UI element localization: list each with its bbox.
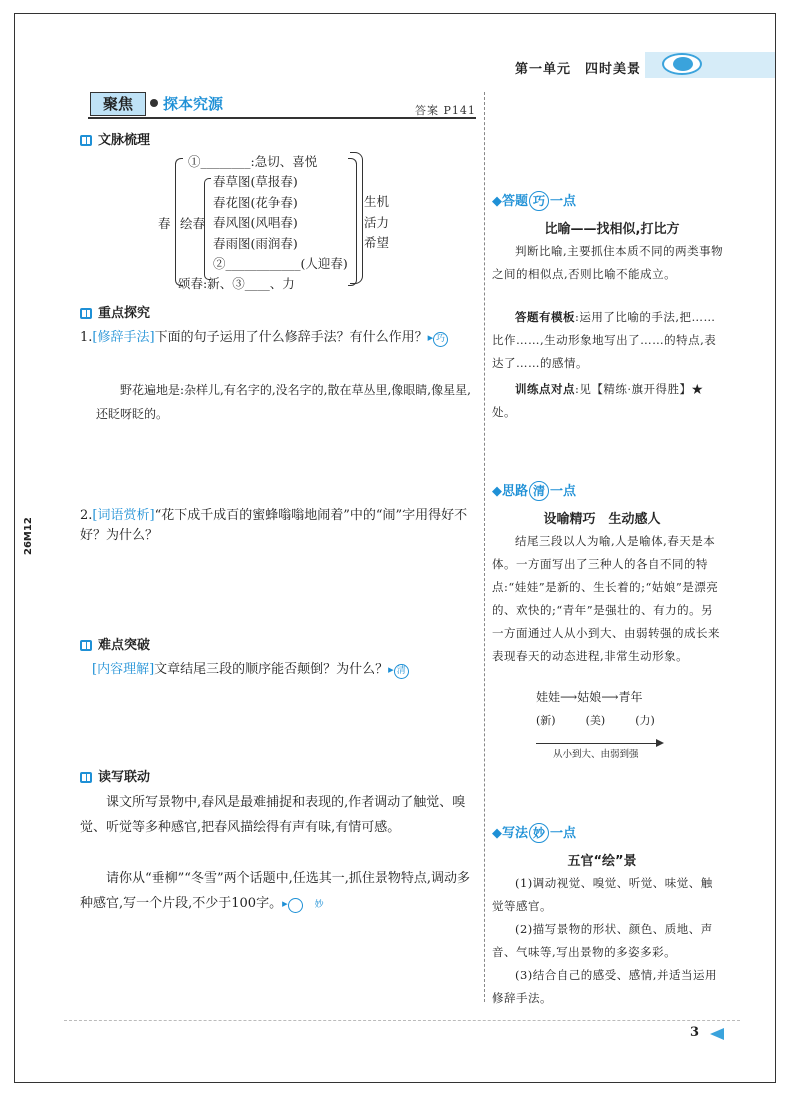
question-text: 下面的句子运用了什么修辞手法？有什么作用？ — [154, 330, 428, 345]
marker-badge: 妙 — [288, 898, 303, 913]
question-2 — [80, 506, 472, 546]
question-tag: [修辞手法] — [92, 330, 155, 345]
paragraph-text: 请你从“垂柳”“冬雪”两个话题中,任选其一,抓住景物特点,调动多种感官,写一个片段,不少于100字。 — [80, 871, 470, 911]
bullet-icon — [150, 99, 158, 107]
play-icon: ▸ — [388, 663, 394, 676]
section-heading-difficult: 难点突破 — [80, 634, 150, 653]
circle-badge: 清 — [529, 481, 549, 501]
footer-rule — [64, 1020, 740, 1021]
play-icon: ▸ — [282, 897, 288, 910]
tip-heading-idea: ◆思路 清 一点 — [492, 480, 576, 501]
tip-title: 设喻精巧 生动感人 — [543, 512, 661, 527]
book-icon — [80, 308, 92, 319]
tip-heading-answer: ◆答题 巧 一点 — [492, 190, 576, 211]
flow-item: 姑娘 — [577, 690, 602, 704]
tip-point: (2)描写景物的形状、颜色、质地、声音、气味等,写出景物的多姿多彩。 — [492, 922, 713, 959]
diamond-icon: ◆ — [492, 826, 502, 841]
flow-item: 青年 — [618, 690, 643, 704]
tip-template: 答题有模板:运用了比喻的手法,把……比作……,生动形象地写出了……的特点,表达了……的感情。 — [492, 310, 717, 370]
question-1 — [80, 328, 472, 348]
marker-badge: 清 — [394, 664, 409, 679]
arrowhead-icon — [656, 739, 664, 747]
arrow-caption: 从小到大、由弱到强 — [553, 749, 639, 760]
diagram-item: 春风图(风唱春) — [213, 215, 298, 230]
readwrite-paragraph-2 — [80, 866, 472, 916]
section-heading-readwrite: 读写联动 — [80, 766, 150, 785]
question-tag: [内容理解] — [92, 662, 155, 677]
flow-sub-item: (力) — [635, 714, 655, 727]
page-number: 3 — [690, 1025, 700, 1040]
diagram-right — [364, 192, 389, 254]
readwrite-paragraph-1: 课文所写景物中,春风是最难捕捉和表现的,作者调动了触觉、嗅觉、听觉等多种感官,把春风描绘得有声有味,有情可感。 — [80, 795, 466, 835]
inner-brace — [204, 178, 211, 280]
outline-diagram — [158, 150, 488, 300]
question-text: 文章结尾三段的顺序能否颠倒？为什么？ — [154, 662, 389, 677]
outer-right-brace — [350, 152, 363, 284]
book-icon — [80, 135, 92, 146]
diagram-item: 春雨图(雨润春) — [213, 235, 298, 251]
diagram-bottom: 颂春:新、③____、力 — [178, 276, 295, 291]
question-3 — [92, 660, 472, 680]
page-arrow-icon — [710, 1028, 724, 1040]
answer-reference: 答案 P141 — [415, 104, 476, 117]
diagram-items — [213, 172, 348, 275]
diagram-top: ①________:急切、喜悦 — [188, 154, 318, 169]
focus-label: 聚焦 — [90, 92, 146, 116]
diagram-item: ②____________(人迎春) — [213, 256, 348, 271]
tip-paragraph: 判断比喻,主要抓住本质不同的两类事物之间的相似点,否则比喻不能成立。 — [492, 244, 724, 281]
question-tag: [词语赏析] — [92, 508, 155, 523]
focus-subtitle: 探本究源 — [163, 95, 224, 113]
tip-title: 比喻——找相似,打比方 — [544, 222, 680, 237]
marker-badge: 巧 — [433, 332, 448, 347]
arrow-icon: ⟶ — [601, 690, 619, 704]
section-heading-key: 重点探究 — [80, 302, 150, 321]
circle-badge: 巧 — [529, 191, 549, 211]
flow-item: 娃娃 — [536, 690, 561, 704]
diagram-right-item: 希望 — [364, 235, 390, 250]
question-number: 2. — [80, 508, 93, 523]
book-icon — [80, 640, 92, 651]
diagram-item: 春草图(草报春) — [213, 174, 298, 189]
diamond-icon: ◆ — [492, 484, 502, 499]
question-text: “花下成千成百的蜜蜂嗡嗡地闹着”中的“闹”字用得好不好？为什么？ — [80, 508, 468, 543]
side-code: 26M12 — [23, 517, 34, 555]
flow-sub-item: (美) — [585, 714, 606, 727]
tip-point: (1)调动视觉、嗅觉、听觉、味觉、触觉等感官。 — [492, 876, 713, 913]
book-icon — [80, 772, 92, 783]
eye-logo-pupil — [673, 57, 693, 71]
flow-sub — [536, 712, 696, 728]
tip-heading-writing: ◆写法 妙 一点 — [492, 822, 576, 843]
circle-badge: 妙 — [529, 823, 549, 843]
tip-paragraph: 结尾三段以人为喻,人是喻体,春天是本体。一方面写出了三种人的各自不同的特点:“娃娃”是新的、生长着的;“姑娘”是漂亮的、欢快的;“青年”是强壮的、有力的。另一方面通过人从小到大、由弱转强的成长来表现春天的动态进程,非常生动形象。 — [492, 534, 720, 663]
section-heading-outline: 文脉梳理 — [80, 129, 150, 148]
arrow-icon: ⟶ — [560, 690, 578, 704]
question-number: 1. — [80, 330, 93, 345]
diagram-right-item: 活力 — [364, 214, 390, 230]
diagram-root: 春 — [158, 216, 171, 231]
diagram-item: 春花图(花争春) — [213, 194, 298, 210]
unit-title: 第一单元 四时美景 — [515, 62, 642, 77]
flow-diagram — [536, 688, 676, 705]
quote-text: 野花遍地是:杂样儿,有名字的,没名字的,散在草丛里,像眼睛,像星星,还眨呀眨的。 — [96, 383, 471, 421]
title-rule — [88, 117, 476, 119]
tip-title: 五官“绘”景 — [567, 854, 637, 869]
progress-arrow-line — [536, 743, 658, 744]
diamond-icon: ◆ — [492, 194, 502, 209]
play-icon: ▸ — [427, 331, 434, 344]
flow-sub-item: (新) — [536, 714, 556, 727]
diagram-right-item: 生机 — [364, 194, 390, 209]
tip-practice: 训练点对点:见【精练·旗开得胜】★处。 — [492, 382, 704, 419]
diagram-mid-label: 绘春 — [180, 216, 206, 231]
tip-point: (3)结合自己的感受、感情,并适当运用修辞手法。 — [492, 968, 717, 1005]
